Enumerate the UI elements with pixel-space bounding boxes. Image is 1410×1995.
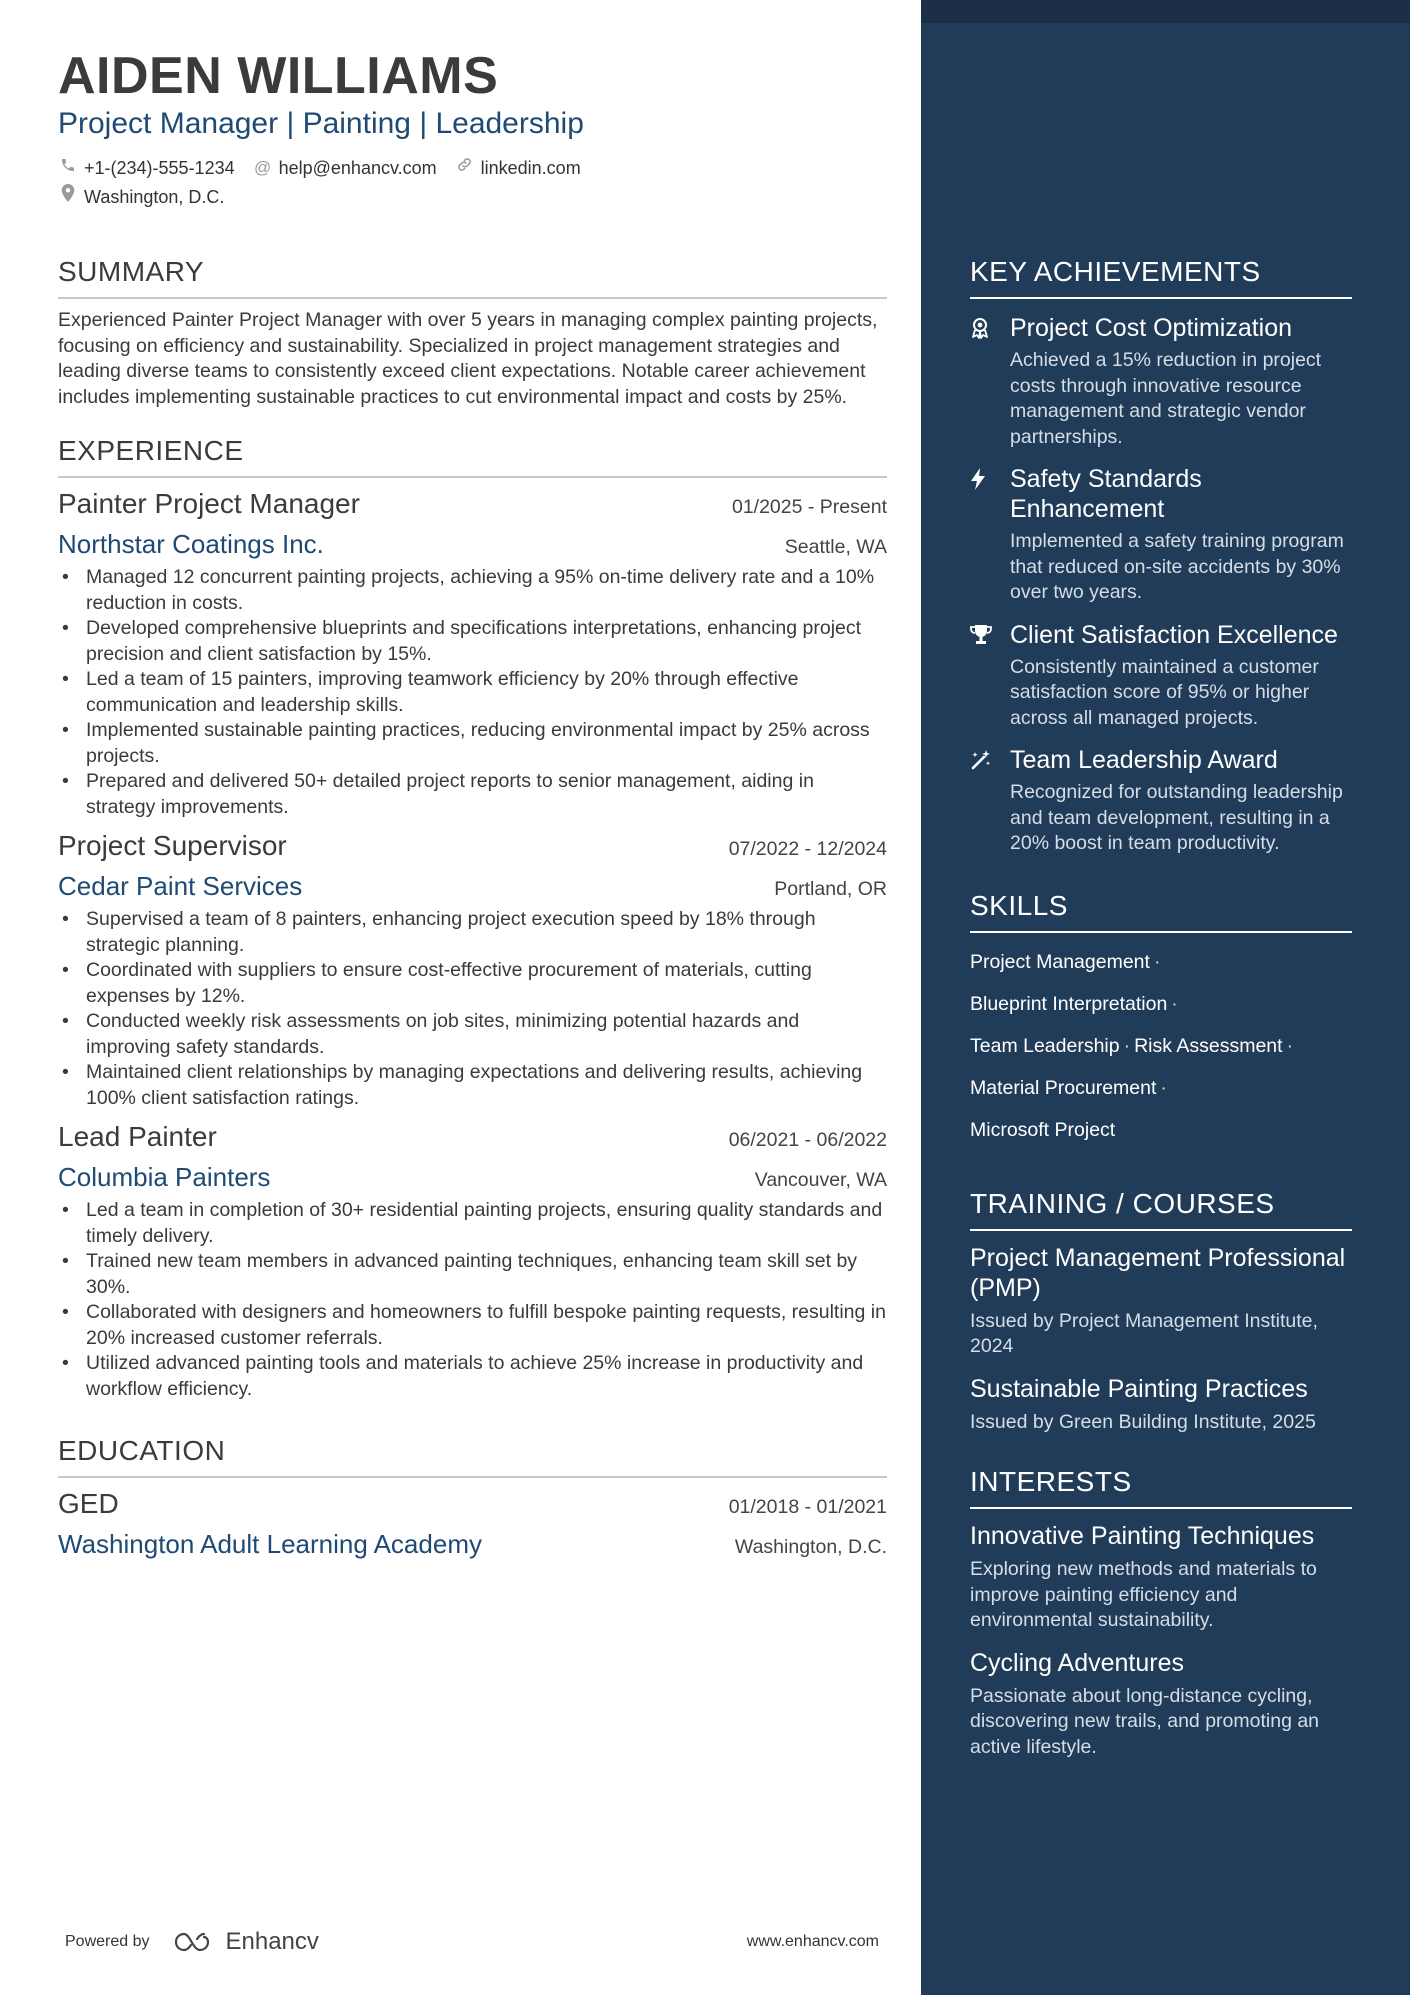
achievement-item <box>970 313 1352 450</box>
achievement-title: Client Satisfaction Excellence <box>1010 620 1338 649</box>
phone-contact[interactable] <box>58 156 235 180</box>
achievements-heading: KEY ACHIEVEMENTS <box>970 255 1352 299</box>
map-pin-icon <box>58 184 78 209</box>
achievement-item <box>970 745 1352 857</box>
trophy-icon <box>970 620 1010 732</box>
phone-text: +1-(234)-555-1234 <box>84 158 235 178</box>
education-school: Washington Adult Learning Academy <box>58 1529 482 1559</box>
job-location: Portland, OR <box>774 878 887 900</box>
enhancv-logo-icon <box>172 1930 218 1954</box>
achievements-section <box>970 255 1352 857</box>
training-desc: Issued by Project Management Institute, 2024 <box>970 1309 1318 1357</box>
interests-section <box>970 1465 1352 1760</box>
training-section <box>970 1187 1352 1436</box>
award-ribbon-icon <box>970 313 1010 450</box>
bullet-item: • Managed 12 concurrent painting projects, achieving a 95% on-time delivery rate and a 10% reduction in costs. <box>58 565 887 616</box>
sidebar-content <box>970 255 1352 1760</box>
achievement-desc: Implemented a safety training program that reduced on-site accidents by 30% over two years. <box>1010 530 1344 603</box>
wand-icon <box>970 745 1010 857</box>
achievement-title: Project Cost Optimization <box>1010 314 1293 342</box>
skill-row <box>970 1075 1352 1101</box>
candidate-name: AIDEN WILLIAMS <box>58 47 499 105</box>
summary-heading: SUMMARY <box>58 255 887 299</box>
job-role: Lead Painter <box>58 1121 217 1152</box>
interest-item <box>970 1648 1352 1761</box>
education-date: 01/2018 - 01/2021 <box>728 1496 887 1518</box>
experience-section <box>58 434 887 1402</box>
education-entry <box>58 1486 887 1560</box>
bullet-item: • Led a team in completion of 30+ residential painting projects, ensuring quality standards and timely delivery. <box>58 1198 887 1249</box>
job-bullets <box>58 1198 887 1402</box>
job-company: Columbia Painters <box>58 1162 271 1192</box>
linkedin-text: linkedin.com <box>480 158 581 178</box>
job-bullets <box>58 565 887 820</box>
email-contact[interactable] <box>253 156 437 180</box>
training-heading: TRAINING / COURSES <box>970 1187 1352 1231</box>
job-date: 07/2022 - 12/2024 <box>728 838 887 860</box>
footer <box>65 1928 879 1956</box>
job-date: 06/2021 - 06/2022 <box>728 1129 887 1151</box>
summary-text: Experienced Painter Project Manager with over 5 years in managing complex painting projects, focusing on efficiency and sustainability. Specialized in project management strategies and leading diverse teams to consistently exceed client expectations. Notable career achievement includes implementing sustainable practices to cut environmental impact and costs by 25%. <box>58 309 878 408</box>
training-title: Sustainable Painting Practices <box>970 1374 1308 1403</box>
achievement-desc: Consistently maintained a customer satisfaction score of 95% or higher across all managed projects. <box>1010 655 1319 729</box>
achievement-item <box>970 464 1352 606</box>
job-company: Northstar Coatings Inc. <box>58 529 324 559</box>
sidebar-top-band <box>921 0 1410 23</box>
location-contact <box>58 184 224 209</box>
interest-item <box>970 1521 1352 1634</box>
skills-heading: SKILLS <box>970 889 1352 933</box>
email-text: help@enhancv.com <box>278 158 437 178</box>
education-heading: EDUCATION <box>58 1434 887 1478</box>
job-role: Project Supervisor <box>58 830 287 861</box>
bullet-item: • Led a team of 15 painters, improving teamwork efficiency by 20% through effective communication and leadership skills. <box>58 667 887 718</box>
skill-item: Microsoft Project <box>970 1118 1116 1141</box>
bullet-item: • Collaborated with designers and homeowners to fulfill bespoke painting requests, resulting in 20% increased customer referrals. <box>58 1300 887 1351</box>
achievement-title: Team Leadership Award <box>1010 746 1278 774</box>
skill-separator: · <box>1286 1034 1294 1057</box>
job-entry <box>58 486 887 820</box>
training-item <box>970 1374 1352 1436</box>
skill-row <box>970 1117 1352 1143</box>
bullet-item: • Conducted weekly risk assessments on job sites, minimizing potential hazards and improving safety standards. <box>58 1009 887 1060</box>
interest-title: Cycling Adventures <box>970 1648 1185 1677</box>
education-degree: GED <box>58 1488 119 1519</box>
skill-item: Material Procurement <box>970 1076 1157 1099</box>
skill-separator: · <box>1123 1034 1131 1057</box>
skill-separator: · <box>1171 992 1178 1015</box>
job-role: Painter Project Manager <box>58 488 360 519</box>
skill-item: Blueprint Interpretation <box>970 992 1168 1015</box>
bullet-item: • Prepared and delivered 50+ detailed project reports to senior management, aiding in strategy improvements. <box>58 769 887 820</box>
achievement-desc: Achieved a 15% reduction in project costs through innovative resource management and strategic vendor partnerships. <box>1010 349 1322 448</box>
interest-desc: Passionate about long-distance cycling, discovering new trails, and promoting an active lifestyle. <box>970 1684 1320 1758</box>
skill-item: Project Management <box>970 950 1150 973</box>
skill-row <box>970 991 1352 1017</box>
skill-row <box>970 1033 1352 1059</box>
bullet-item: • Implemented sustainable painting practices, reducing environmental impact by 25% across projects. <box>58 718 887 769</box>
training-title: Project Management Professional (PMP) <box>970 1243 1346 1302</box>
linkedin-contact[interactable] <box>455 156 581 180</box>
location-text: Washington, D.C. <box>84 186 225 207</box>
powered-by <box>65 1928 319 1956</box>
summary-section <box>58 255 887 410</box>
achievement-title: Safety Standards Enhancement <box>1010 465 1202 523</box>
brand-name: Enhancv <box>225 1928 319 1955</box>
job-location: Seattle, WA <box>784 536 887 558</box>
education-section <box>58 1434 887 1560</box>
bullet-item: • Supervised a team of 8 painters, enhancing project execution speed by 18% through strategic planning. <box>58 907 887 958</box>
bullet-item: • Trained new team members in advanced painting techniques, enhancing team skill set by 30%. <box>58 1249 887 1300</box>
job-company: Cedar Paint Services <box>58 871 303 901</box>
brand-logo[interactable] <box>172 1928 319 1956</box>
achievement-item <box>970 620 1352 732</box>
skill-separator: · <box>1153 950 1161 973</box>
skill-row <box>970 949 1352 975</box>
training-desc: Issued by Green Building Institute, 2025 <box>970 1410 1316 1433</box>
link-icon <box>455 156 475 180</box>
training-item <box>970 1243 1352 1360</box>
powered-by-label: Powered by <box>65 1933 150 1950</box>
website-link[interactable]: www.enhancv.com <box>746 1933 879 1950</box>
job-bullets <box>58 907 887 1111</box>
bullet-item: • Coordinated with suppliers to ensure cost-effective procurement of materials, cutting expenses by 12%. <box>58 958 887 1009</box>
lightning-bolt-icon <box>970 464 1010 606</box>
job-entry <box>58 828 887 1111</box>
contact-info <box>58 156 887 209</box>
job-location: Vancouver, WA <box>754 1169 887 1191</box>
skills-section <box>970 889 1352 1143</box>
job-entry <box>58 1119 887 1402</box>
achievement-desc: Recognized for outstanding leadership and team development, resulting in a 20% boost in team productivity. <box>1010 781 1343 854</box>
skill-item: Risk Assessment <box>1134 1034 1283 1057</box>
experience-heading: EXPERIENCE <box>58 434 887 478</box>
interest-title: Innovative Painting Techniques <box>970 1522 1315 1550</box>
candidate-title: Project Manager | Painting | Leadership <box>58 107 584 140</box>
interests-heading: INTERESTS <box>970 1465 1352 1509</box>
skill-separator: · <box>1160 1076 1167 1099</box>
skill-item: Team Leadership <box>970 1034 1120 1057</box>
bullet-item: • Maintained client relationships by managing expectations and delivering results, achieving 100% client satisfaction ratings. <box>58 1060 887 1111</box>
main-column <box>58 48 887 1560</box>
education-location: Washington, D.C. <box>734 1536 887 1558</box>
interest-desc: Exploring new methods and materials to improve painting efficiency and environmental sustainability. <box>970 1558 1317 1631</box>
bullet-item: • Developed comprehensive blueprints and specifications interpretations, enhancing project precision and client satisfaction by 15%. <box>58 616 887 667</box>
bullet-item: • Utilized advanced painting tools and materials to achieve 25% increase in productivity and workflow efficiency. <box>58 1351 887 1402</box>
at-sign-icon: @ <box>253 158 272 177</box>
phone-icon <box>58 156 78 180</box>
job-date: 01/2025 - Present <box>731 496 887 518</box>
